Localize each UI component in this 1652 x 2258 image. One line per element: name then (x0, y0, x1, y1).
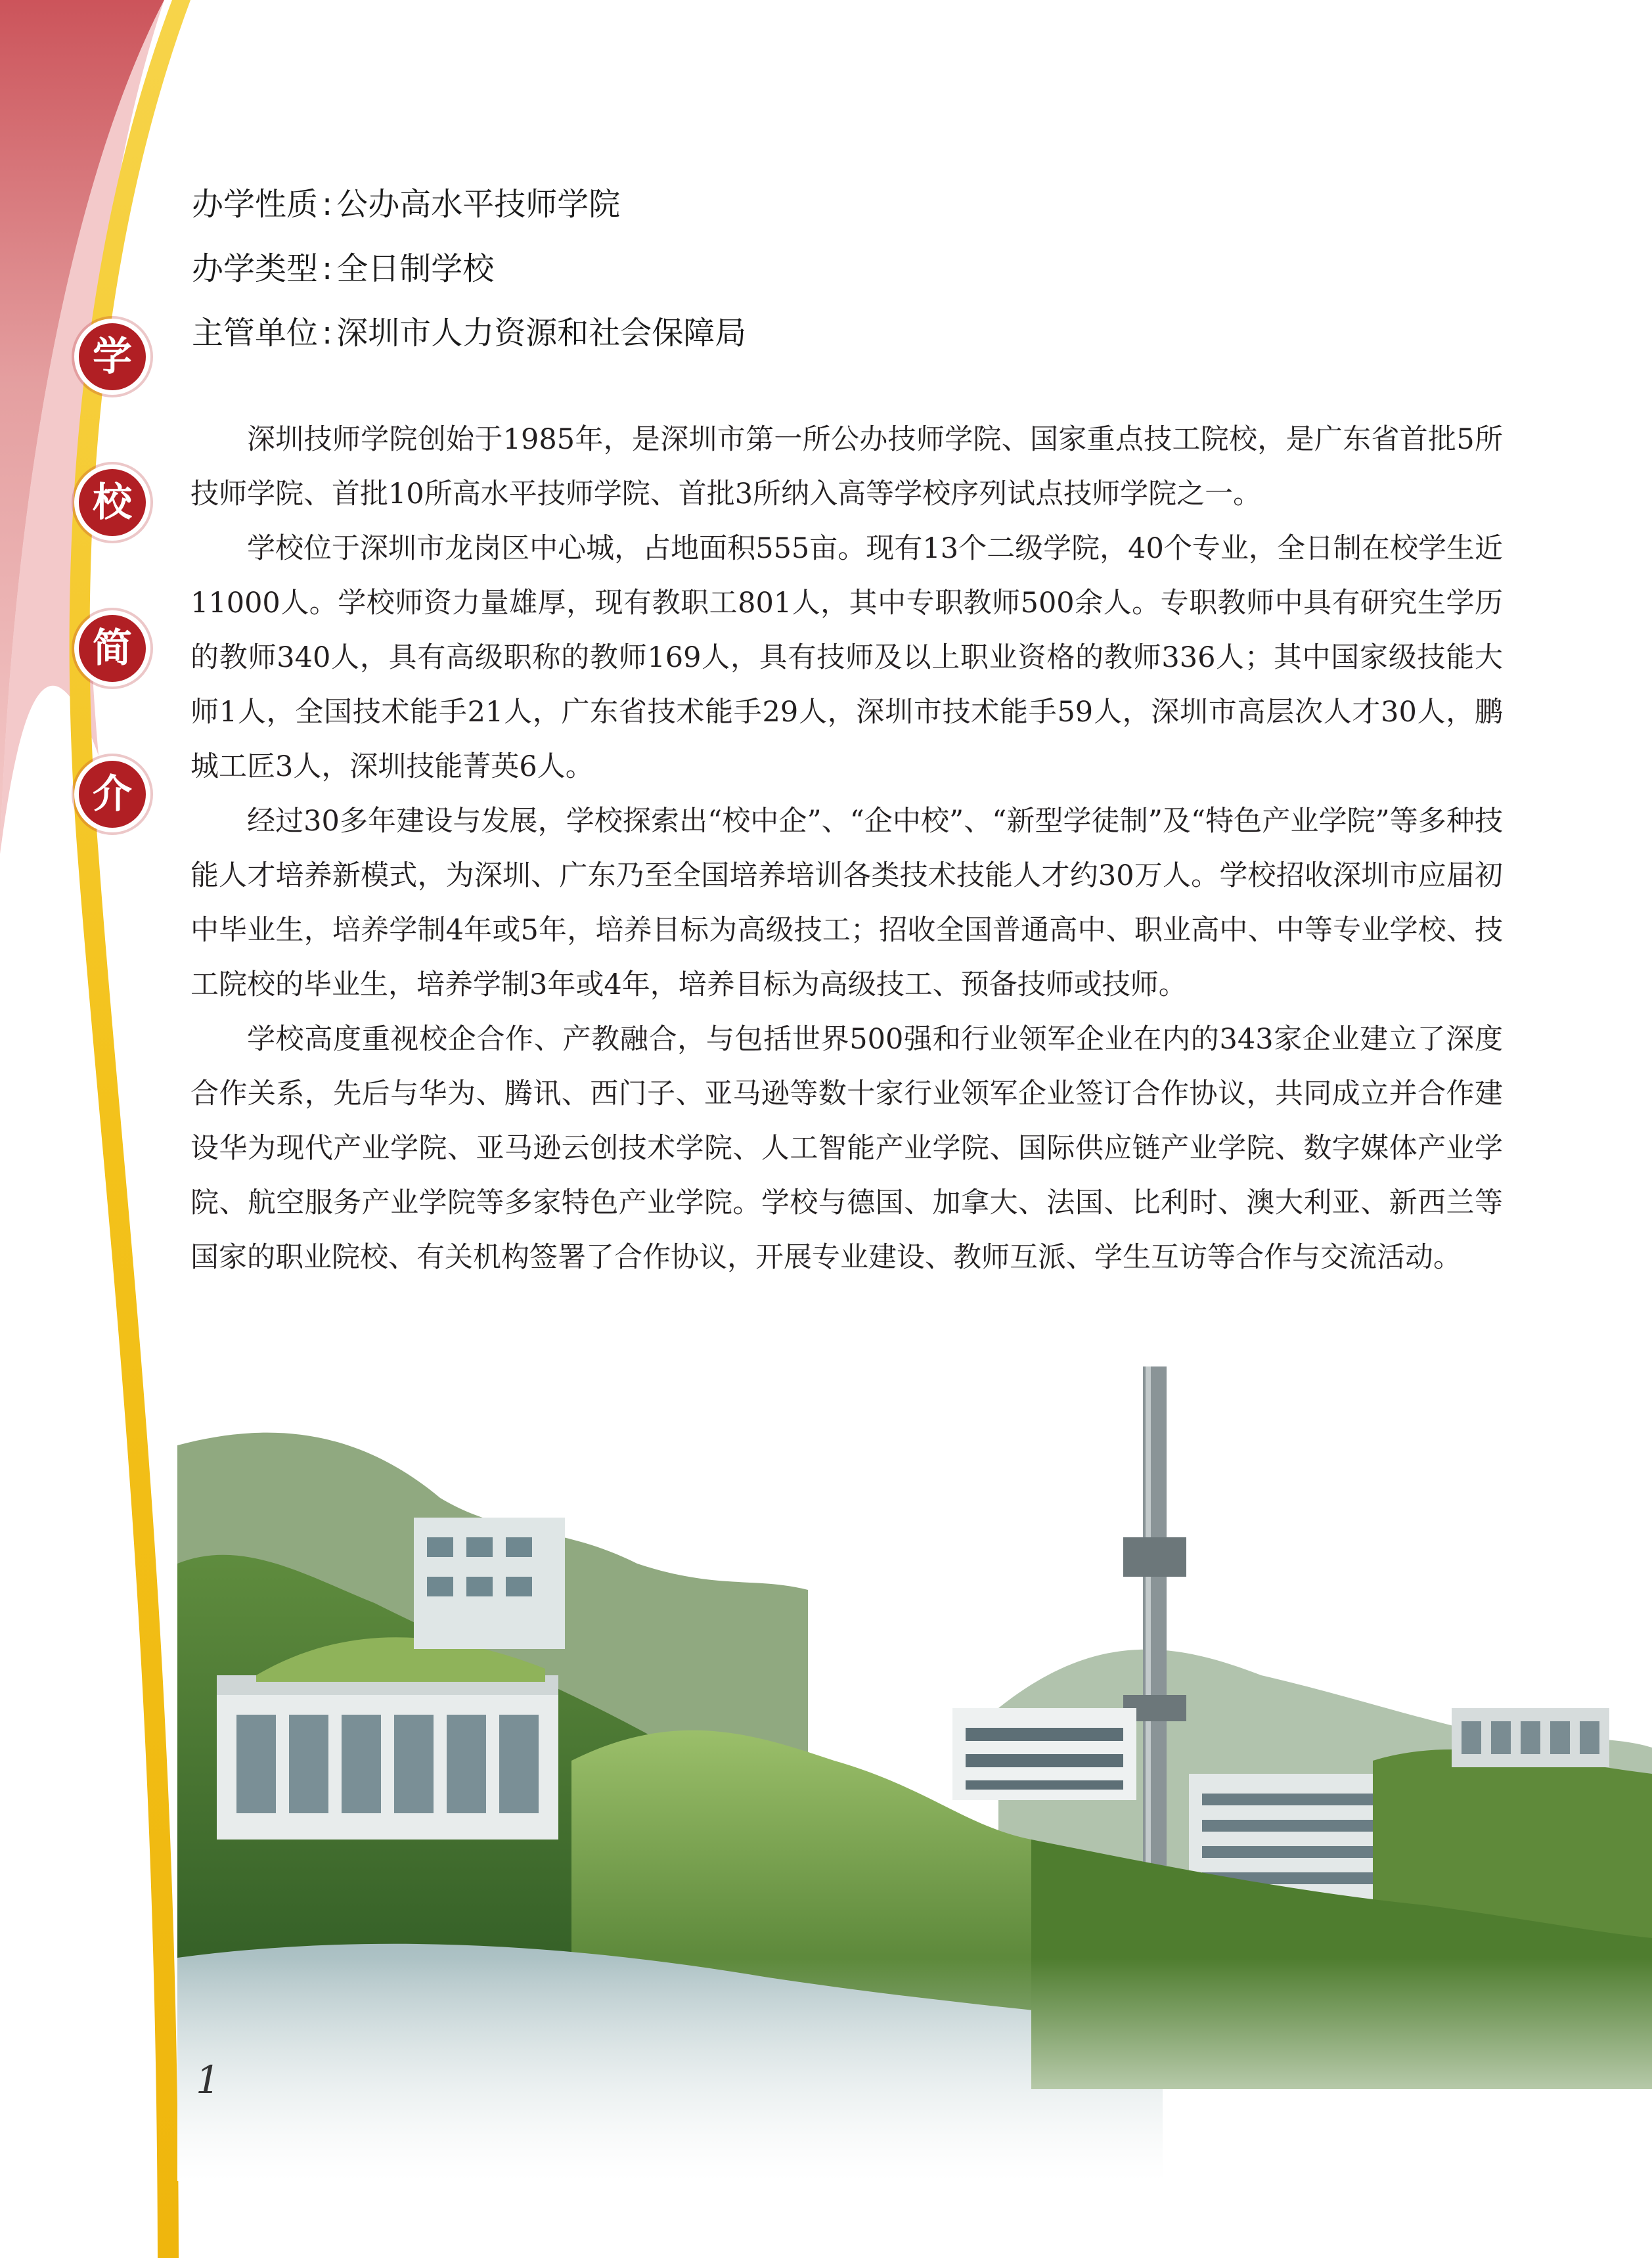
meta-sep: : (322, 250, 333, 287)
section-title-char: 简 (79, 615, 146, 682)
meta-row-nature (192, 172, 746, 237)
meta-sep: : (322, 186, 333, 223)
meta-value: 全日制学校 (336, 250, 495, 287)
meta-value: 公办高水平技师学院 (336, 186, 621, 223)
meta-sep: : (322, 315, 333, 351)
meta-label: 主管单位 (192, 315, 319, 351)
paragraph: 学校位于深圳市龙岗区中心城，占地面积555亩。现有13个二级学院，40个专业，全日制在校学生近11000人。学校师资力量雄厚，现有教职工801人，其中专职教师500余人。专职教师中具有研究生学历的教师340人，具有高级职称的教师169人，具有技师及以上职业资格的教师336人；其中国家级技能大师1人，全国技术能手21人，广东省技术能手29人，深圳市技术能手59人，深圳市高层次人才30人，鹏城工匠3人，深圳技能菁英6人。 (190, 532, 1503, 783)
section-title-char: 介 (79, 761, 146, 828)
paragraph: 学校高度重视校企合作、产教融合，与包括世界500强和行业领军企业在内的343家企业建立了深度合作关系，先后与华为、腾讯、西门子、亚马逊等数十家行业领军企业签订合作协议，共同成立并合作建设华为现代产业学院、亚马逊云创技术学院、人工智能产业学院、国际供应链产业学院、数字媒体产业学院、航空服务产业学院等多家特色产业学院。学校与德国、加拿大、法国、比利时、澳大利亚、新西兰等国家的职业院校、有关机构签署了合作协议，开展专业建设、教师互派、学生互访等合作与交流活动。 (190, 1023, 1503, 1274)
section-title-char: 校 (79, 469, 146, 536)
paragraph: 经过30多年建设与发展，学校探索出“校中企”、“企中校”、“新型学徒制”及“特色产业学院”等多种技能人才培养新模式，为深圳、广东乃至全国培养培训各类技术技能人才约30万人。学校招收深圳市应届初中毕业生，培养学制4年或5年，培养目标为高级技工；招收全国普通高中、职业高中、中等专业学校、技工院校的毕业生，培养学制3年或4年，培养目标为高级技工、预备技师或技师。 (190, 805, 1503, 1001)
introduction-text (190, 413, 1503, 1285)
meta-label: 办学性质 (192, 186, 319, 223)
meta-value: 深圳市人力资源和社会保障局 (336, 315, 747, 351)
meta-label: 办学类型 (192, 250, 319, 287)
meta-row-authority (192, 301, 746, 365)
school-meta (192, 172, 746, 365)
paragraph: 深圳技师学院创始于1985年，是深圳市第一所公办技师学院、国家重点技工院校，是广东省首批5所技师学院、首批10所高水平技师学院、首批3所纳入高等学校序列试点技师学院之一。 (190, 423, 1503, 510)
section-title-badges (79, 323, 146, 907)
campus-illustration (177, 1366, 1652, 2181)
section-title-char: 学 (79, 323, 146, 390)
page-number: 1 (196, 2058, 220, 2102)
meta-row-type (192, 237, 746, 301)
